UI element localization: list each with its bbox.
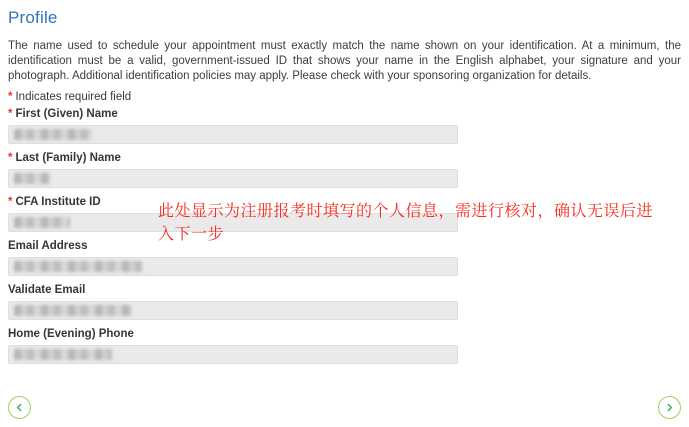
required-marker: * xyxy=(8,91,13,103)
first-name-input[interactable] xyxy=(8,125,458,144)
form-field-email xyxy=(8,239,681,276)
chevron-left-icon xyxy=(14,402,25,413)
field-label-text: Last (Family) Name xyxy=(15,152,121,164)
masked-value xyxy=(14,349,112,360)
masked-value xyxy=(14,305,132,316)
page-title: Profile xyxy=(8,8,58,27)
annotation-line: 入下一步 xyxy=(158,226,225,243)
form-field-last-name xyxy=(8,151,681,188)
masked-value xyxy=(14,217,70,228)
field-label-text: Email Address xyxy=(8,240,88,252)
annotation-line: 此处显示为注册报考时填写的个人信息，需进行核对，确认无误后进 xyxy=(158,203,654,220)
validate-email-input[interactable] xyxy=(8,301,458,320)
next-button[interactable] xyxy=(658,396,681,419)
masked-value xyxy=(14,129,92,140)
field-label-text: First (Given) Name xyxy=(15,108,118,120)
chevron-right-icon xyxy=(664,402,675,413)
required-field-note xyxy=(8,91,681,103)
required-note-text: Indicates required field xyxy=(15,91,132,103)
required-marker: * xyxy=(8,196,13,208)
form-field-home-phone xyxy=(8,327,681,364)
masked-value xyxy=(14,261,142,272)
required-marker: * xyxy=(8,152,13,164)
form-field-first-name xyxy=(8,107,681,144)
last-name-input[interactable] xyxy=(8,169,458,188)
field-label xyxy=(8,107,681,121)
form-field-validate-email xyxy=(8,283,681,320)
field-label xyxy=(8,151,681,165)
home-phone-input[interactable] xyxy=(8,345,458,364)
intro-text: The name used to schedule your appointment must exactly match the name shown on your identification. At a minimum, the identification must be a valid, government-issued ID that shows your name in the English alphabet, your signature and your photograph. Additional identification policies may apply. Please check with your sponsoring organization for details. xyxy=(8,40,681,82)
field-label xyxy=(8,283,681,297)
previous-button[interactable] xyxy=(8,396,31,419)
field-label xyxy=(8,239,681,253)
field-label xyxy=(8,195,681,209)
profile-form xyxy=(8,107,681,364)
field-label xyxy=(8,327,681,341)
cfa-institute-id-input[interactable] xyxy=(8,213,458,232)
navigation-bar xyxy=(8,396,681,419)
field-label-text: CFA Institute ID xyxy=(15,196,101,208)
field-label-text: Validate Email xyxy=(8,284,86,296)
form-field-cfa-id xyxy=(8,195,681,232)
masked-value xyxy=(14,173,50,184)
required-marker: * xyxy=(8,108,13,120)
field-label-text: Home (Evening) Phone xyxy=(8,328,134,340)
email-address-input[interactable] xyxy=(8,257,458,276)
